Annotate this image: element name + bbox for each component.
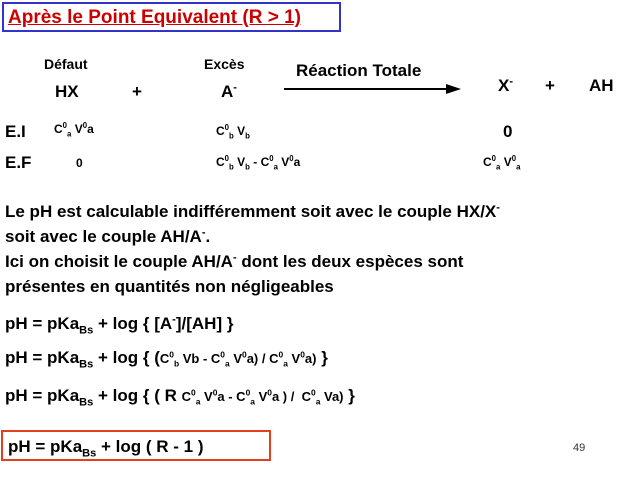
row-label-ef: E.F bbox=[5, 153, 32, 172]
species-a-minus: A- bbox=[221, 81, 237, 101]
equation-2: pH = pKa$_{Bs}$ + log { ($C^0_b$ Vb - $C^0_a$ $V^0a) / C^0_a$ $V^0a$) } bbox=[5, 348, 328, 371]
paragraph-line-3: Ici on choisit le couple AH/A- dont les deux espèces sont bbox=[5, 251, 464, 271]
equation-3: pH = pKa$_{Bs}$ + log { ( R $C^0_a$ $V^0a - C^0_a$ $V^0a$ ) / $C^0_a$ Va) } bbox=[5, 386, 355, 409]
equation-1: pH = pKa$_{Bs}$ + log { [A-]/[AH] } bbox=[5, 313, 234, 337]
plus-sign-2: + bbox=[545, 76, 555, 95]
slide-title-text: Après le Point Equivalent (R > 1) bbox=[8, 7, 301, 28]
ei-a-quantity: $C^0_b$ $V_b$ bbox=[216, 123, 250, 141]
slide-title bbox=[2, 2, 341, 32]
header-exces: Excès bbox=[204, 56, 245, 72]
species-hx: HX bbox=[55, 82, 79, 101]
species-ah: AH bbox=[589, 76, 614, 95]
header-defaut: Défaut bbox=[44, 56, 88, 72]
paragraph-line-4: présentes en quantités non négligeables bbox=[5, 277, 334, 296]
reaction-arrow-icon bbox=[284, 82, 462, 96]
page-number: 49 bbox=[573, 442, 586, 454]
species-x-minus: X- bbox=[498, 75, 514, 95]
equation-final-boxed: pH = pKa$_{Bs}$ + log ( R - 1 ) bbox=[1, 430, 271, 461]
paragraph-line-1: Le pH est calculable indifféremment soit avec le couple HX/X- bbox=[5, 201, 500, 221]
paragraph-line-2: soit avec le couple AH/A-. bbox=[5, 226, 211, 246]
ef-x-quantity: $C^0_a$ $V^0_a$ bbox=[483, 154, 521, 172]
ei-x-quantity: 0 bbox=[503, 122, 513, 141]
ei-hx-quantity: $C^0_a$ $V^0a$ bbox=[54, 121, 94, 139]
plus-sign-1: + bbox=[132, 82, 142, 101]
header-reaction-totale: Réaction Totale bbox=[296, 61, 422, 80]
ef-hx-quantity: 0 bbox=[76, 156, 83, 170]
ef-a-quantity: $C^0_b$ $V_b - C^0_a$ $V^0a$ bbox=[216, 154, 301, 172]
row-label-ei: E.I bbox=[5, 122, 26, 141]
